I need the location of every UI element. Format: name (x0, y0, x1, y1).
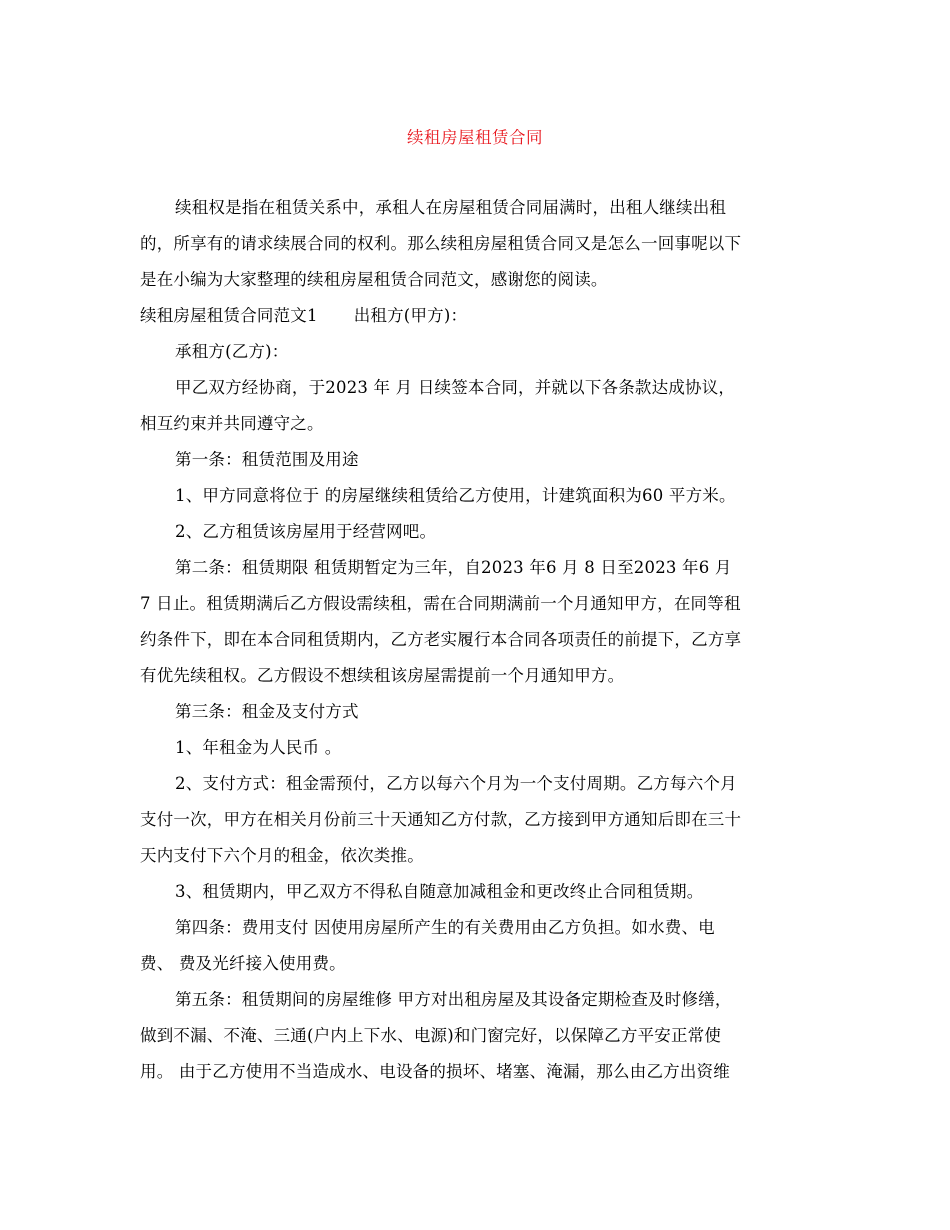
text-line-content: 续租房屋租赁合同范文1 (140, 306, 318, 325)
text-line (140, 370, 812, 406)
text-line (140, 1054, 812, 1090)
text-line (140, 1018, 812, 1054)
text-line (140, 874, 812, 910)
text-line (140, 586, 812, 622)
text-line-content: 3、租赁期内，甲乙双方不得私自随意加减租金和更改终止合同租赁期。 (175, 882, 704, 901)
text-line-content: 第一条：租赁范围及用途 (175, 450, 359, 469)
text-line-content: 承租方(乙方)： (175, 342, 289, 361)
text-line-content: 2、乙方租赁该房屋用于经营网吧。 (175, 522, 437, 541)
text-line (140, 694, 812, 730)
text-line-content: 1、甲方同意将位于 的房屋继续租赁给乙方使用，计建筑面积为60 平方米。 (175, 486, 736, 505)
text-line (140, 766, 812, 802)
text-line (140, 658, 812, 694)
text-line (140, 334, 812, 370)
text-line-content: 第二条：租赁期限 租赁期暂定为三年，自2023 年6 月 8 日至2023 年6 月 (175, 558, 732, 577)
text-line-content: 相互约束并共同遵守之。 (140, 414, 324, 433)
text-line-content: 第三条：租金及支付方式 (175, 702, 359, 721)
text-line (140, 622, 812, 658)
text-line-content: 天内支付下六个月的租金，依次类推。 (140, 846, 424, 865)
text-line-content-2: 出租方(甲方)： (353, 306, 468, 325)
text-line-content: 2、支付方式：租金需预付，乙方以每六个月为一个支付周期。乙方每六个月 (175, 774, 737, 793)
text-line-content: 支付一次，甲方在相关月份前三十天通知乙方付款，乙方接到甲方通知后即在三十 (140, 810, 742, 829)
text-line (140, 442, 812, 478)
text-line-content: 续租权是指在租赁关系中，承租人在房屋租赁合同届满时，出租人继续出租 (175, 198, 727, 217)
text-line (140, 946, 812, 982)
text-line-content: 1、年租金为人民币 。 (175, 738, 342, 757)
text-line (140, 298, 812, 334)
text-line (140, 802, 812, 838)
text-line (140, 982, 812, 1018)
text-line-content: 第四条：费用支付 因使用房屋所产生的有关费用由乙方负担。如水费、电 (175, 918, 715, 937)
text-line (140, 190, 812, 226)
text-line-content: 第五条：租赁期间的房屋维修 甲方对出租房屋及其设备定期检查及时修缮， (175, 990, 732, 1009)
text-line (140, 730, 812, 766)
text-line (140, 478, 812, 514)
text-line-content: 有优先续租权。乙方假设不想续租该房屋需提前一个月通知甲方。 (140, 666, 625, 685)
text-line-content: 做到不漏、不淹、三通(户内上下水、电源)和门窗完好，以保障乙方平安正常使 (140, 1026, 722, 1045)
text-line-content: 约条件下，即在本合同租赁期内，乙方老实履行本合同各项责任的前提下，乙方享 (140, 630, 742, 649)
text-line (140, 226, 812, 262)
document-body (140, 190, 812, 1090)
text-line-content: 费、 费及光纤接入使用费。 (140, 954, 346, 973)
text-line-content: 用。 由于乙方使用不当造成水、电设备的损坏、堵塞、淹漏，那么由乙方出资维 (140, 1062, 730, 1081)
text-line (140, 838, 812, 874)
text-line (140, 910, 812, 946)
document-title: 续租房屋租赁合同 (407, 128, 543, 147)
text-line-content: 是在小编为大家整理的续租房屋租赁合同范文，感谢您的阅读。 (140, 270, 608, 289)
text-line (140, 406, 812, 442)
text-line-content: 甲乙双方经协商，于2023 年 月 日续签本合同，并就以下各条款达成协议， (175, 378, 736, 397)
text-line-content: 的，所享有的请求续展合同的权利。那么续租房屋租赁合同又是怎么一回事呢以下 (140, 234, 742, 253)
text-line-content: 7 日止。租赁期满后乙方假设需续租，需在合同期满前一个月通知甲方，在同等租 (140, 594, 741, 613)
text-line (140, 262, 812, 298)
text-line (140, 514, 812, 550)
text-line (140, 550, 812, 586)
